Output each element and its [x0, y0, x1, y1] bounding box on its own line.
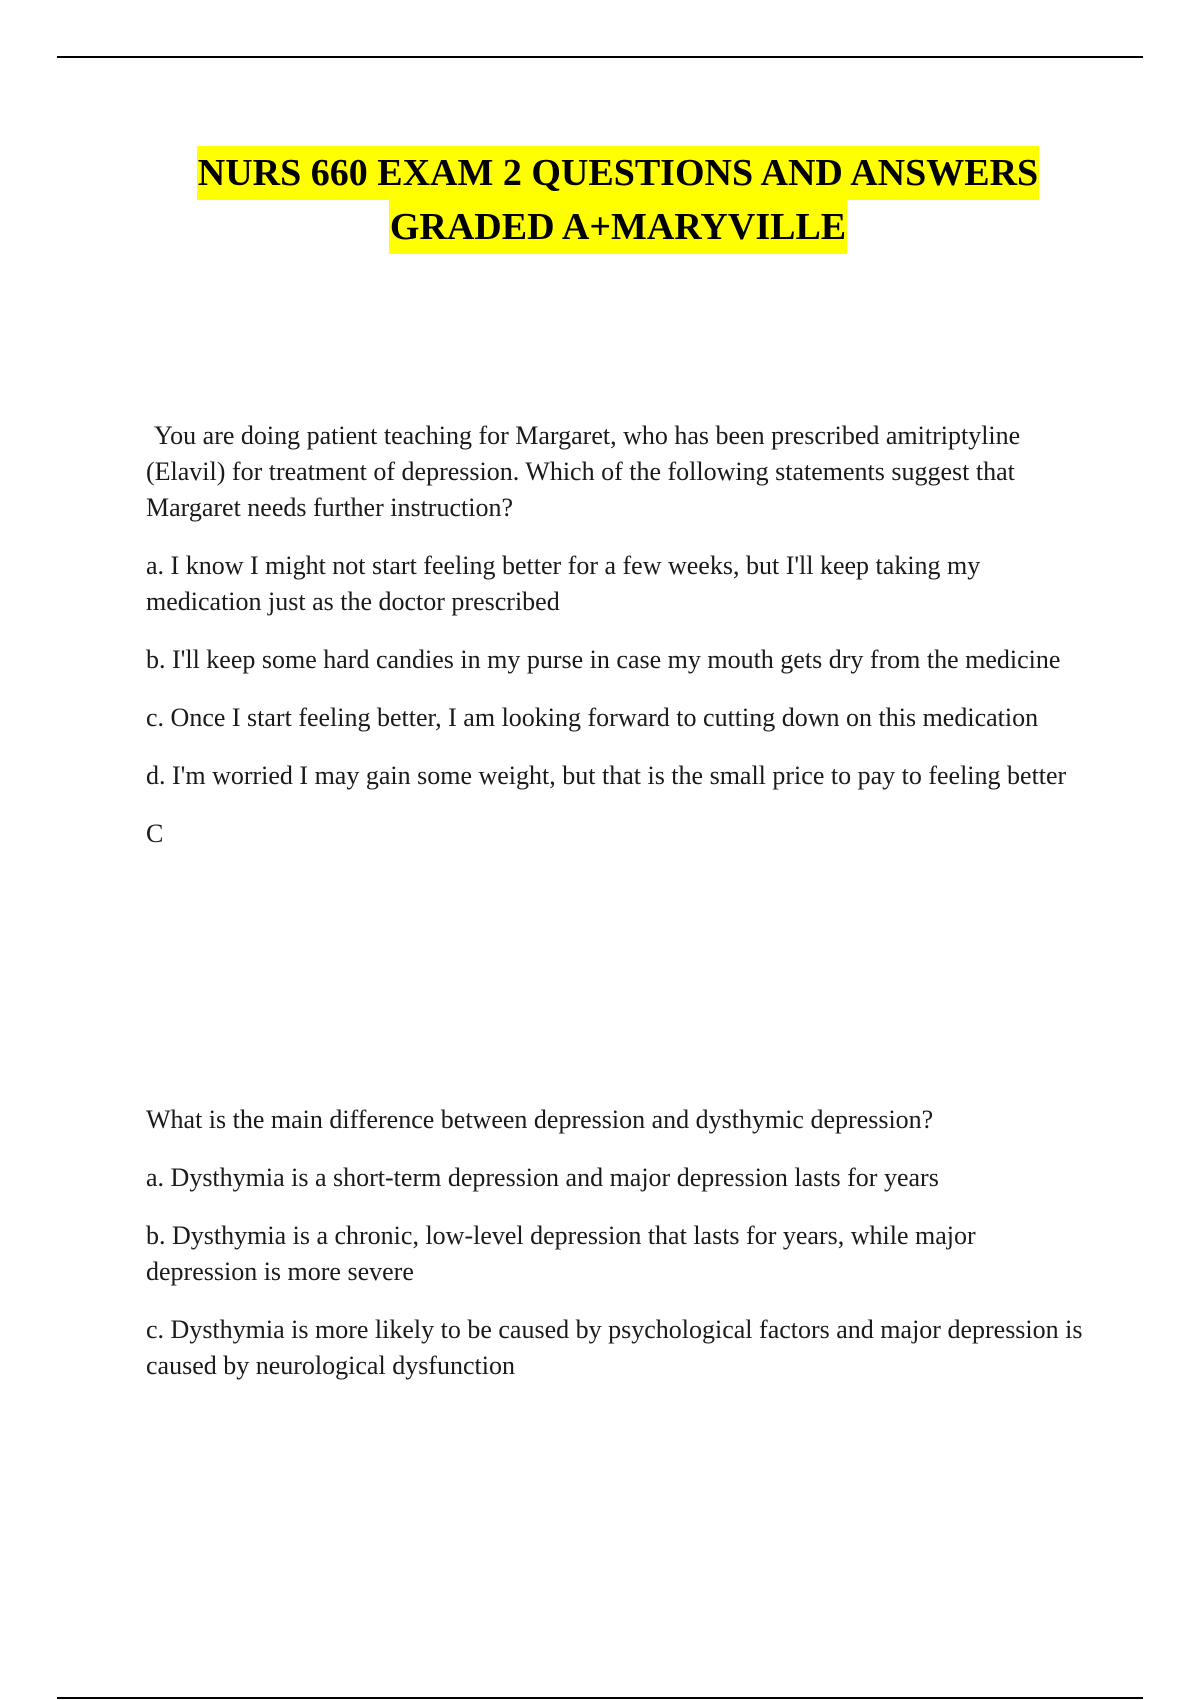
question-2-text: What is the main difference between depression and dysthymic depression? [146, 1105, 934, 1134]
question-2-option-c: c. Dysthymia is more likely to be caused by psychological factors and major depression is caused by neurological dysfunction [146, 1315, 1083, 1380]
question-1-text: You are doing patient teaching for Margaret, who has been prescribed amitriptyline (Elavil) for treatment of depression. Which of the following statements suggest that Margaret needs further instruction? [146, 421, 1021, 522]
question-1-answer: C [146, 819, 164, 848]
question-1-option-a: a. I know I might not start feeling better for a few weeks, but I'll keep taking my medication just as the doctor prescribed [146, 551, 981, 616]
title-line-1: NURS 660 EXAM 2 QUESTIONS AND ANSWERS [197, 146, 1039, 200]
footer-rule [57, 1697, 1143, 1699]
header-rule [57, 56, 1143, 58]
question-2-option-a: a. Dysthymia is a short-term depression and major depression lasts for years [146, 1163, 939, 1192]
question-1-option-c: c. Once I start feeling better, I am looking forward to cutting down on this medication [146, 703, 1039, 732]
question-1-option-b: b. I'll keep some hard candies in my purse in case my mouth gets dry from the medicine [146, 645, 1061, 674]
question-2-option-b: b. Dysthymia is a chronic, low-level depression that lasts for years, while major depression is more severe [146, 1221, 976, 1286]
document-title [0, 146, 1200, 254]
question-1 [146, 418, 1086, 874]
question-2 [146, 1102, 1086, 1406]
question-1-option-d: d. I'm worried I may gain some weight, but that is the small price to pay to feeling better [146, 761, 1067, 790]
title-line-2: GRADED A+MARYVILLE [389, 200, 847, 254]
